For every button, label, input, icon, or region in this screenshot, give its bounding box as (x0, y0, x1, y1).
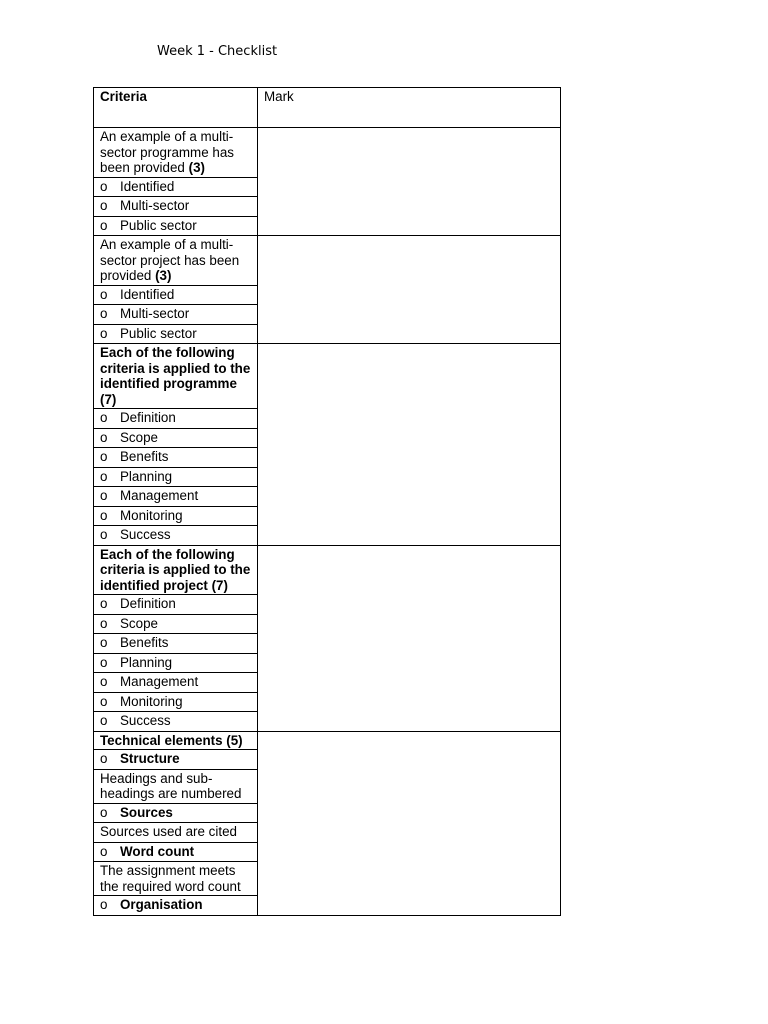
criterion-item (94, 673, 258, 693)
points-label: (3) (155, 268, 172, 283)
bullet-icon: o (100, 804, 108, 820)
item-label: Multi-sector (120, 306, 190, 321)
item-label: Multi-sector (120, 198, 190, 213)
item-label: Definition (120, 410, 176, 425)
points-label: (3) (188, 160, 205, 175)
item-label: Scope (120, 429, 158, 445)
criterion-text: Each of the following criteria is applied to the identified project (7) (94, 545, 258, 595)
criterion-item (94, 750, 258, 770)
criterion-item (94, 712, 258, 732)
item-label: Scope (120, 615, 158, 631)
bullet-icon: o (100, 429, 108, 445)
bullet-icon: o (100, 713, 108, 728)
criterion-item (94, 216, 258, 236)
item-label: Identified (120, 286, 175, 302)
criterion-item (94, 487, 258, 507)
page-title: Week 1 - Checklist (157, 44, 278, 59)
item-label: Monitoring (120, 507, 183, 523)
bullet-icon: o (100, 488, 108, 503)
criterion-description: An example of a multi-sector project has been provided (100, 237, 240, 283)
criterion-item (94, 324, 258, 344)
criterion-item (94, 896, 258, 916)
criteria-header: Criteria (94, 88, 258, 128)
item-label: Success (120, 713, 171, 728)
criterion-text: Technical elements (5) (94, 731, 258, 750)
criterion-item (94, 467, 258, 487)
item-description: The assignment meets the required word count (94, 862, 258, 896)
criterion-text (94, 128, 258, 178)
bullet-icon: o (100, 325, 108, 341)
mark-cell[interactable] (258, 128, 561, 236)
bullet-icon: o (100, 217, 108, 233)
item-label: Success (120, 527, 171, 542)
criterion-item (94, 197, 258, 217)
bullet-icon: o (100, 693, 108, 709)
criterion-item (94, 842, 258, 862)
item-label: Public sector (120, 217, 197, 233)
bullet-icon: o (100, 615, 108, 631)
item-label: Management (120, 674, 199, 689)
mark-cell[interactable] (258, 545, 561, 731)
bullet-icon: o (100, 674, 108, 689)
item-label: Benefits (120, 635, 169, 650)
criterion-item (94, 614, 258, 634)
bullet-icon: o (100, 507, 108, 523)
item-label: Planning (120, 654, 173, 670)
criterion-item (94, 305, 258, 325)
criterion-item (94, 428, 258, 448)
item-label: Sources (120, 804, 173, 820)
criterion-item (94, 448, 258, 468)
bullet-icon: o (100, 527, 108, 542)
section-programme-example (94, 128, 561, 178)
section-project-criteria (94, 545, 561, 595)
item-label: Organisation (120, 897, 203, 912)
bullet-icon: o (100, 654, 108, 670)
criterion-item (94, 177, 258, 197)
criterion-text (94, 236, 258, 286)
bullet-icon: o (100, 198, 108, 213)
bullet-icon: o (100, 596, 108, 611)
item-label: Management (120, 488, 199, 503)
item-description: Headings and sub-headings are numbered (94, 769, 258, 803)
criterion-item (94, 653, 258, 673)
item-label: Monitoring (120, 693, 183, 709)
bullet-icon: o (100, 843, 108, 859)
bullet-icon: o (100, 751, 108, 766)
mark-cell[interactable] (258, 344, 561, 546)
criterion-item (94, 506, 258, 526)
criterion-item (94, 692, 258, 712)
bullet-icon: o (100, 286, 108, 302)
item-label: Public sector (120, 325, 197, 341)
section-technical-elements (94, 731, 561, 750)
item-label: Benefits (120, 449, 169, 464)
bullet-icon: o (100, 410, 108, 425)
checklist-table (93, 87, 561, 916)
mark-header: Mark (258, 88, 561, 128)
item-label: Word count (120, 843, 195, 859)
bullet-icon: o (100, 449, 108, 464)
mark-cell[interactable] (258, 731, 561, 915)
section-project-example (94, 236, 561, 286)
criterion-item (94, 803, 258, 823)
bullet-icon: o (100, 897, 108, 912)
table-header-row (94, 88, 561, 128)
bullet-icon: o (100, 635, 108, 650)
criterion-item (94, 526, 258, 546)
section-programme-criteria (94, 344, 561, 409)
criterion-item (94, 285, 258, 305)
mark-cell[interactable] (258, 236, 561, 344)
criterion-item (94, 409, 258, 429)
item-label: Structure (120, 751, 180, 766)
criterion-text: Each of the following criteria is applied to the identified programme (7) (94, 344, 258, 409)
item-description: Sources used are cited (94, 823, 258, 843)
bullet-icon: o (100, 468, 108, 484)
bullet-icon: o (100, 178, 108, 194)
criterion-item (94, 595, 258, 615)
criterion-description: An example of a multi-sector programme has been provided (100, 129, 234, 175)
item-label: Definition (120, 596, 176, 611)
item-label: Identified (120, 178, 175, 194)
criterion-item (94, 634, 258, 654)
bullet-icon: o (100, 306, 108, 321)
item-label: Planning (120, 468, 173, 484)
